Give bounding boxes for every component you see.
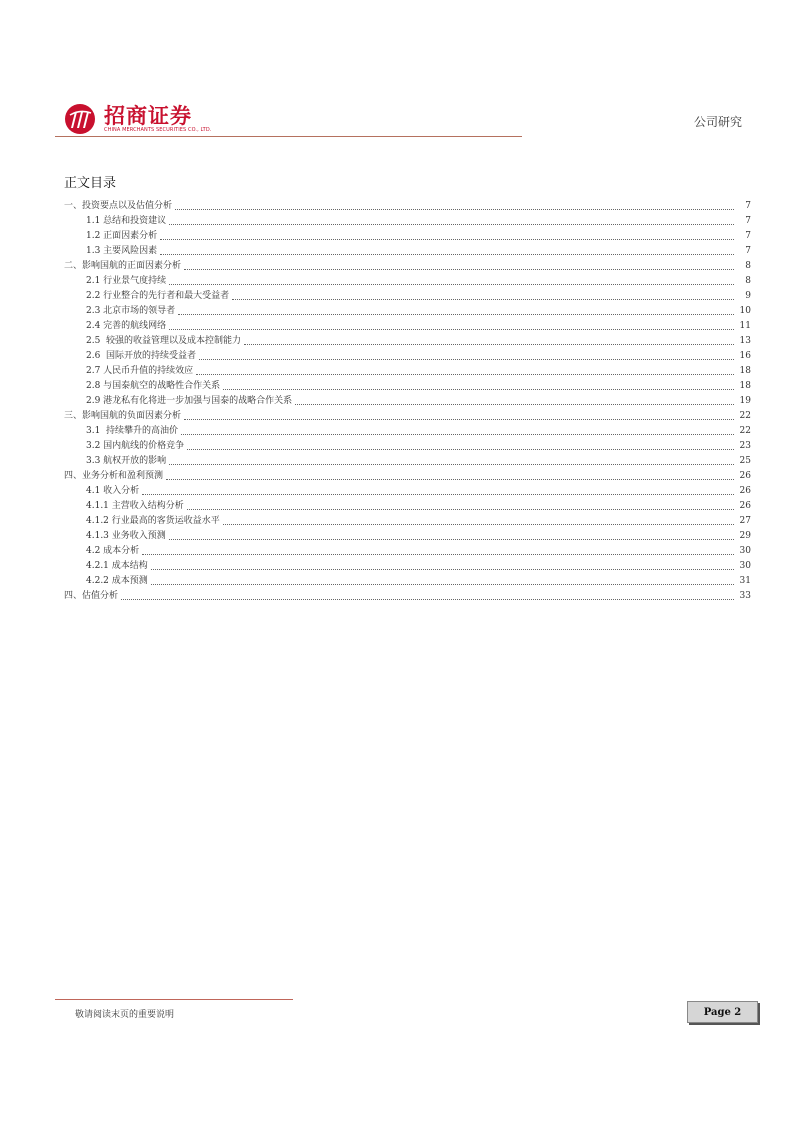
toc-entry-page: 13	[739, 336, 751, 346]
toc-entry-page: 30	[739, 546, 751, 556]
toc-entry[interactable]	[64, 212, 751, 227]
toc-entry[interactable]	[64, 422, 751, 437]
toc-entry[interactable]	[64, 437, 751, 452]
toc-entry-page: 9	[745, 291, 751, 301]
toc-entry-label: 2.3 北京市场的领导者	[86, 306, 176, 316]
toc-entry-page: 7	[745, 216, 751, 226]
toc-entry-label: 2.9 港龙私有化将进一步加强与国泰的战略合作关系	[86, 396, 293, 406]
toc-entry[interactable]	[64, 272, 751, 287]
toc-entry-page: 29	[739, 531, 751, 541]
toc-leader-dots	[223, 388, 734, 390]
toc-entry-page: 22	[739, 426, 751, 436]
toc-leader-dots	[175, 208, 734, 210]
toc-entry-label: 2.2 行业整合的先行者和最大受益者	[86, 291, 230, 301]
toc-entry-label: 2.4 完善的航线网络	[86, 321, 167, 331]
toc-entry[interactable]	[64, 302, 751, 317]
toc-entry-page: 18	[739, 366, 751, 376]
toc-entry-label: 2.1 行业景气度持续	[86, 276, 167, 286]
toc-leader-dots	[244, 343, 734, 345]
toc-leader-dots	[178, 313, 734, 315]
toc-entry-label: 4.1.1 主营收入结构分析	[86, 501, 184, 511]
toc-entry[interactable]	[64, 557, 751, 572]
toc-leader-dots	[169, 328, 734, 330]
toc-entry-label: 4.1.2 行业最高的客货运收益水平	[86, 516, 220, 526]
toc-entry-page: 26	[739, 471, 751, 481]
toc-entry[interactable]	[64, 317, 751, 332]
toc-leader-dots	[295, 403, 734, 405]
toc-leader-dots	[232, 298, 734, 300]
toc-leader-dots	[151, 568, 734, 570]
toc-leader-dots	[169, 538, 734, 540]
toc-entry[interactable]	[64, 347, 751, 362]
toc-entry-label: 2.6 国际开放的持续受益者	[86, 351, 197, 361]
toc-entry-page: 19	[739, 396, 751, 406]
toc-entry-label: 4.1.3 业务收入预测	[86, 531, 166, 541]
toc-leader-dots	[160, 238, 734, 240]
toc-title: 正文目录	[64, 176, 117, 191]
toc-entry-page: 16	[739, 351, 751, 361]
toc-leader-dots	[187, 448, 734, 450]
toc-leader-dots	[142, 553, 734, 555]
toc-entry[interactable]	[64, 482, 751, 497]
toc-entry[interactable]	[64, 257, 751, 272]
toc-entry-label: 4.2.2 成本预测	[86, 576, 148, 586]
toc-entry[interactable]	[64, 392, 751, 407]
toc-entry-page: 10	[739, 306, 751, 316]
toc-entry[interactable]	[64, 407, 751, 422]
toc-leader-dots	[187, 508, 734, 510]
toc-entry-label: 4.1 收入分析	[86, 486, 140, 496]
toc-entry-page: 33	[739, 591, 751, 601]
toc-entry-label: 四、估值分析	[64, 591, 119, 601]
toc-entry[interactable]	[64, 527, 751, 542]
toc-entry-page: 11	[739, 321, 751, 331]
toc-leader-dots	[184, 418, 734, 420]
logo-chinese-name: 招商证券	[104, 103, 192, 128]
toc-leader-dots	[121, 598, 734, 600]
logo-mark-icon	[64, 103, 100, 135]
toc-entry-page: 23	[739, 441, 751, 451]
toc-entry-label: 3.1 持续攀升的高油价	[86, 426, 179, 436]
toc-entry[interactable]	[64, 452, 751, 467]
toc-leader-dots	[199, 358, 734, 360]
toc-entry-label: 4.2.1 成本结构	[86, 561, 148, 571]
toc-entry[interactable]	[64, 467, 751, 482]
toc-entry-page: 7	[745, 231, 751, 241]
toc-leader-dots	[142, 493, 734, 495]
toc-entry-label: 4.2 成本分析	[86, 546, 140, 556]
toc-leader-dots	[223, 523, 734, 525]
toc-entry-page: 26	[739, 486, 751, 496]
toc-entry[interactable]	[64, 512, 751, 527]
company-logo	[64, 103, 211, 135]
toc-entry[interactable]	[64, 572, 751, 587]
toc-leader-dots	[151, 583, 734, 585]
toc-leader-dots	[196, 373, 734, 375]
toc-entry-label: 1.2 正面因素分析	[86, 231, 158, 241]
toc-entry[interactable]	[64, 362, 751, 377]
toc-entry-label: 二、影响国航的正面因素分析	[64, 261, 182, 271]
toc-leader-dots	[184, 268, 734, 270]
toc-entry-label: 2.8 与国泰航空的战略性合作关系	[86, 381, 221, 391]
toc-entry[interactable]	[64, 332, 751, 347]
toc-entry-page: 7	[745, 201, 751, 211]
toc-entry-label: 3.2 国内航线的价格竞争	[86, 441, 185, 451]
toc-entry-page: 31	[739, 576, 751, 586]
toc-leader-dots	[169, 283, 734, 285]
toc-entry-page: 26	[739, 501, 751, 511]
toc-entry-label: 三、影响国航的负面因素分析	[64, 411, 182, 421]
toc-entry[interactable]	[64, 497, 751, 512]
toc-entry-page: 25	[739, 456, 751, 466]
toc-entry-label: 四、业务分析和盈利预测	[64, 471, 164, 481]
table-of-contents	[64, 197, 751, 602]
toc-entry[interactable]	[64, 227, 751, 242]
toc-entry-label: 1.1 总结和投资建议	[86, 216, 167, 226]
toc-entry[interactable]	[64, 242, 751, 257]
toc-entry-label: 2.5 较强的收益管理以及成本控制能力	[86, 336, 242, 346]
toc-entry[interactable]	[64, 377, 751, 392]
toc-entry-page: 8	[745, 276, 751, 286]
logo-english-name: CHINA MERCHANTS SECURITIES CO., LTD.	[104, 126, 212, 133]
toc-leader-dots	[166, 478, 734, 480]
toc-entry-page: 30	[739, 561, 751, 571]
toc-entry-page: 18	[739, 381, 751, 391]
toc-entry[interactable]	[64, 197, 751, 212]
toc-entry-page: 7	[745, 246, 751, 256]
toc-entry-page: 8	[745, 261, 751, 271]
toc-leader-dots	[160, 253, 734, 255]
toc-entry[interactable]	[64, 542, 751, 557]
toc-entry-label: 2.7 人民币升值的持续效应	[86, 366, 194, 376]
toc-entry-label: 1.3 主要风险因素	[86, 246, 158, 256]
toc-leader-dots	[169, 463, 734, 465]
toc-entry-label: 一、投资要点以及估值分析	[64, 201, 173, 211]
toc-entry-page: 27	[739, 516, 751, 526]
report-section-label: 公司研究	[693, 115, 742, 129]
page-number-box: Page 2	[687, 1001, 758, 1023]
toc-leader-dots	[181, 433, 734, 435]
toc-leader-dots	[169, 223, 734, 225]
toc-entry[interactable]	[64, 587, 751, 602]
toc-entry[interactable]	[64, 287, 751, 302]
footer-disclaimer-note: 敬请阅读末页的重要说明	[75, 1010, 175, 1020]
toc-entry-label: 3.3 航权开放的影响	[86, 456, 167, 466]
header-divider	[55, 136, 522, 137]
footer-divider	[55, 999, 293, 1000]
toc-entry-page: 22	[739, 411, 751, 421]
